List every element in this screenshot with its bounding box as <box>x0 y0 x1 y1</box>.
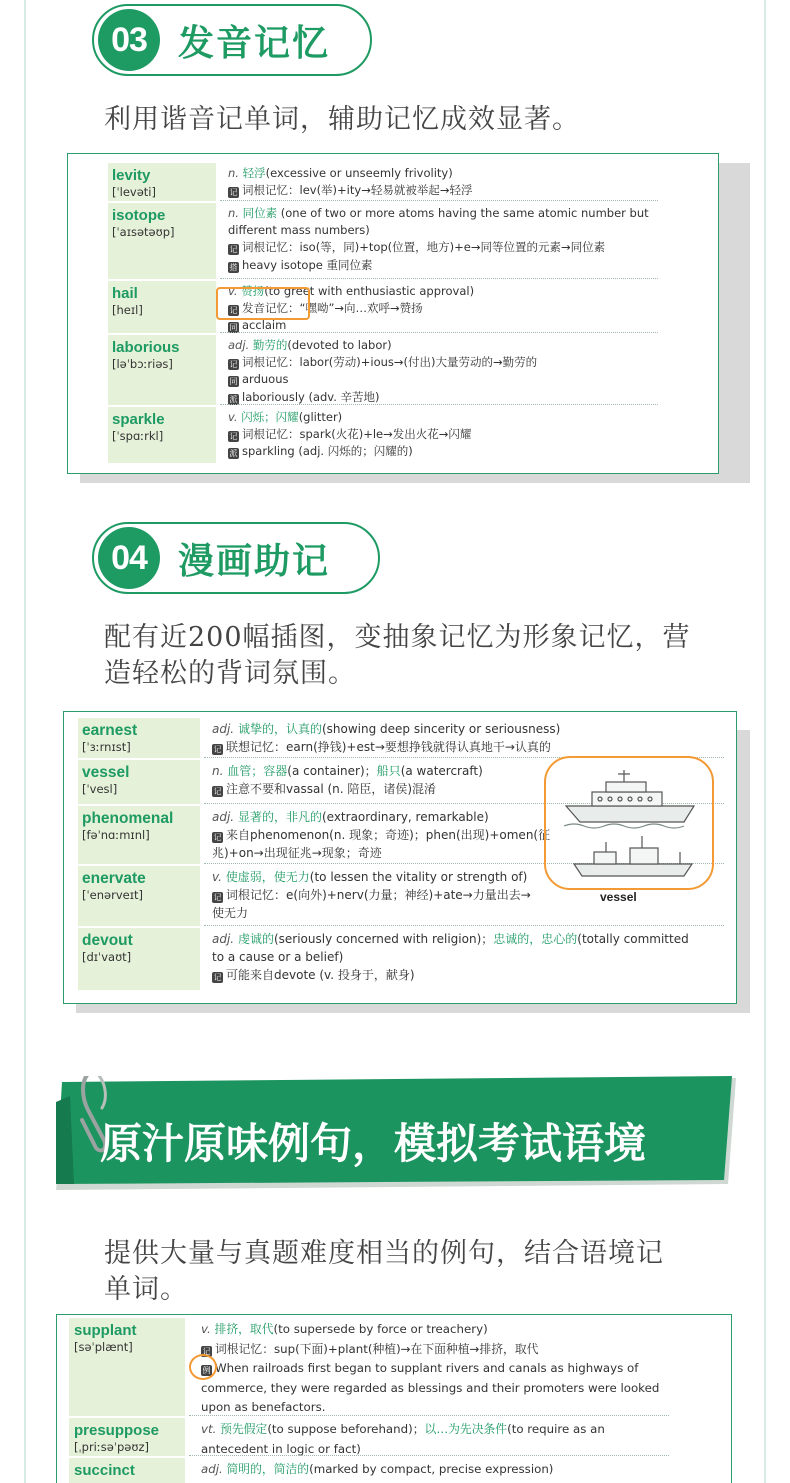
definition-text: (to require as an <box>507 1422 605 1436</box>
chinese-meaning: 血管；容器 <box>227 764 288 778</box>
word-entry <box>69 1318 669 1416</box>
definition-text: (marked by compact, precise expression) <box>309 1462 554 1476</box>
definition-text: (a container)； <box>287 764 377 778</box>
section-intro <box>104 1236 664 1308</box>
definition-line <box>201 1379 659 1399</box>
definition-text: 使无力 <box>212 906 249 920</box>
definition-text: (to supersede by force or treachery) <box>273 1322 488 1336</box>
phonetic: [ˈlevəti] <box>112 185 156 199</box>
word-entry <box>78 718 724 758</box>
definition-text: commerce, they were regarded as blessings and their promoters were looked <box>201 1380 660 1395</box>
definition-column <box>212 718 560 756</box>
word-column <box>78 806 200 864</box>
chinese-meaning: 勤劳的 <box>252 338 288 352</box>
word-column <box>78 718 200 758</box>
definition-line <box>201 1359 659 1379</box>
illustration-caption: vessel <box>600 890 637 904</box>
chinese-meaning: 虔诚的 <box>237 932 274 946</box>
label-tag-icon: 记 <box>213 973 222 982</box>
entry-separator <box>220 200 658 201</box>
definition-text: heavy isotope 重同位素 <box>242 257 373 272</box>
word-column <box>78 760 200 804</box>
label-tag-icon: 记 <box>229 245 238 255</box>
label-tag-icon: 记 <box>202 1346 211 1356</box>
highlight-circle <box>189 1354 217 1380</box>
chinese-meaning: 预先假定 <box>220 1422 268 1436</box>
definition-text: (extraordinary, remarkable) <box>321 810 489 824</box>
definition-text: antecedent in logic or fact) <box>201 1441 361 1456</box>
dictionary-card <box>67 153 719 474</box>
part-of-speech: v. <box>201 1322 211 1336</box>
definition-text: (showing deep sincerity or seriousness) <box>321 722 561 736</box>
definition-text: 词根记忆：spark(火花)+le→发出火花→闪耀 <box>242 427 472 442</box>
intro-line: 单词。 <box>104 1274 188 1305</box>
headword: vessel <box>82 764 130 781</box>
definition-text: sparkling (adj. 闪烁的；闪耀的) <box>242 444 413 459</box>
word-column <box>78 866 200 926</box>
definition-line <box>212 868 531 886</box>
word-column <box>69 1318 185 1416</box>
label-tag-icon: 同 <box>229 377 238 387</box>
headword: supplant <box>74 1322 137 1339</box>
chinese-meaning: 船只 <box>376 764 401 778</box>
definition-line <box>201 1420 605 1440</box>
definition-text: 词根记忆：labor(劳动)+ious→(付出)大量劳动的→勤劳的 <box>242 355 538 370</box>
definition-text: (excessive or unseemly frivolity) <box>265 166 453 180</box>
definition-line <box>228 354 537 371</box>
label-tag-icon: 记 <box>229 188 238 198</box>
phonetic: [heɪl] <box>112 303 143 317</box>
part-of-speech: v. <box>228 410 238 424</box>
part-of-speech: adj. <box>212 932 235 946</box>
section-title: 漫画助记 <box>178 540 331 582</box>
entry-separator <box>204 925 724 926</box>
definition-text: (to suppose beforehand)； <box>267 1422 425 1436</box>
definition-text: laboriously (adv. 辛苦地) <box>242 389 380 404</box>
part-of-speech: adj. <box>228 338 250 352</box>
intro-line: 提供大量与真题难度相当的例句，结合语境记 <box>104 1238 664 1269</box>
entry-separator <box>220 332 658 333</box>
word-column <box>108 203 216 279</box>
headword: hail <box>112 285 138 302</box>
definition-column <box>201 1458 553 1480</box>
headword: earnest <box>82 722 138 739</box>
part-of-speech: v. <box>228 284 238 298</box>
phonetic: [dɪˈvaʊt] <box>82 950 132 964</box>
definition-line <box>201 1340 659 1360</box>
definition-line <box>212 930 689 948</box>
phonetic: [ˈaɪsətəʊp] <box>112 225 175 239</box>
definition-line <box>212 886 531 904</box>
definition-line <box>228 165 472 182</box>
section-badge-04 <box>92 522 380 594</box>
definition-line <box>212 720 560 738</box>
phonetic: [ˈɜːrnɪst] <box>82 740 131 754</box>
section-number: 03 <box>98 9 160 71</box>
definition-line <box>228 182 472 199</box>
entry-separator <box>220 404 658 405</box>
word-entry <box>108 281 658 333</box>
definition-text: (to greet with enthusiastic approval) <box>264 284 475 298</box>
headword: presuppose <box>74 1422 160 1439</box>
chinese-meaning: 显著的，非凡的 <box>237 810 322 824</box>
definition-column <box>228 407 471 461</box>
definition-line <box>228 443 471 460</box>
definition-line <box>212 826 550 844</box>
phonetic: [fəˈnɑːmɪnl] <box>82 828 150 842</box>
word-entry <box>78 928 724 990</box>
definition-line <box>228 426 471 443</box>
definition-column <box>201 1318 659 1418</box>
definition-line <box>212 844 550 862</box>
headword: laborious <box>112 339 180 356</box>
word-column <box>108 407 216 463</box>
part-of-speech: adj. <box>212 810 235 824</box>
definition-text: When railroads first began to supplant rivers and canals as highways of <box>215 1361 639 1375</box>
label-tag-icon: 记 <box>213 787 222 796</box>
definition-text: (one of two or more atoms having the same atomic number but <box>277 206 649 220</box>
definition-text: (a watercraft) <box>400 764 483 778</box>
definition-column <box>212 806 550 862</box>
definition-line <box>228 222 649 239</box>
definition-line <box>228 257 649 274</box>
headword: sparkle <box>112 411 165 428</box>
label-tag-icon: 搭 <box>229 262 238 272</box>
definition-column <box>212 760 483 798</box>
section-title: 发音记忆 <box>178 22 331 64</box>
definition-line <box>212 738 560 756</box>
vessel-illustration <box>544 756 714 906</box>
part-of-speech: n. <box>212 764 224 778</box>
word-column <box>108 335 216 405</box>
definition-text: (devoted to labor) <box>287 338 392 352</box>
phonetic: [ˈenərveɪt] <box>82 888 143 902</box>
dictionary-card <box>63 711 737 1004</box>
entry-separator <box>220 278 658 279</box>
label-tag-icon: 例 <box>202 1366 211 1375</box>
headword: enervate <box>82 870 146 887</box>
definition-column <box>228 335 537 406</box>
chinese-meaning: 同位素 <box>242 206 278 220</box>
chinese-meaning: 简明的，简洁的 <box>226 1462 310 1476</box>
phonetic: [ˈspɑːrkl] <box>112 429 164 443</box>
label-tag-icon: 记 <box>229 306 238 316</box>
definition-text: arduous <box>242 372 289 387</box>
definition-line <box>201 1440 605 1460</box>
definition-column <box>201 1418 605 1459</box>
part-of-speech: adj. <box>201 1462 223 1476</box>
definition-text: 兆)+on→出现征兆→现象；奇迹 <box>212 846 382 860</box>
highlight-box <box>216 287 310 320</box>
banner-title: 原汁原味例句，模拟考试语境 <box>100 1119 647 1168</box>
definition-line <box>228 337 537 354</box>
part-of-speech: n. <box>228 206 239 220</box>
label-tag-icon: 记 <box>229 360 238 370</box>
word-column <box>78 928 200 990</box>
frame-line-right <box>764 0 766 1483</box>
dictionary-card <box>56 1314 732 1483</box>
intro-line: 造轻松的背词氛围。 <box>104 658 356 689</box>
definition-line <box>228 409 471 426</box>
definition-text: 词根记忆：sup(下面)+plant(种植)→在下面种植→排挤，取代 <box>215 1341 539 1356</box>
definition-line <box>201 1460 553 1480</box>
chinese-meaning: 排挤，取代 <box>214 1322 274 1336</box>
part-of-speech: adj. <box>212 722 235 736</box>
definition-column <box>228 203 649 274</box>
definition-column <box>212 866 531 922</box>
phonetic: [səˈplænt] <box>74 1340 133 1354</box>
word-entry <box>69 1458 669 1483</box>
definition-text: acclaim <box>242 318 287 333</box>
headword: phenomenal <box>82 810 174 827</box>
label-tag-icon: 派 <box>229 449 238 459</box>
label-tag-icon: 派 <box>229 394 238 404</box>
entry-separator <box>189 1455 669 1456</box>
word-entry <box>108 203 658 279</box>
definition-text: (seriously concerned with religion)； <box>273 932 494 946</box>
definition-column <box>228 163 472 199</box>
section-badge-03 <box>92 4 372 76</box>
definition-line <box>212 780 483 798</box>
word-column <box>108 163 216 201</box>
word-entry <box>108 163 658 201</box>
part-of-speech: vt. <box>201 1422 217 1436</box>
part-of-speech: v. <box>212 870 222 884</box>
label-tag-icon: 记 <box>229 432 238 442</box>
chinese-meaning: 闪烁；闪耀 <box>241 410 299 424</box>
label-tag-icon: 记 <box>213 833 222 842</box>
headword: succinct <box>74 1462 135 1479</box>
label-tag-icon: 记 <box>213 745 222 754</box>
word-entry <box>108 335 658 405</box>
definition-text: 词根记忆：iso(等，同)+top(位置，地方)+e→同等位置的元素→同位素 <box>242 240 606 255</box>
definition-text: 词根记忆：lev(举)+ity→轻易就被举起→轻浮 <box>242 183 473 198</box>
definition-line <box>228 371 537 388</box>
label-tag-icon: 记 <box>213 893 222 902</box>
definition-text: 注意不要和vassal (n. 陪臣，诸侯)混淆 <box>226 782 437 796</box>
part-of-speech: n. <box>228 166 239 180</box>
definition-text: 来自phenomenon(n. 现象；奇迹)；phen(出现)+omen(征 <box>226 828 551 842</box>
definition-line <box>212 904 531 922</box>
definition-line <box>212 762 483 780</box>
headword: levity <box>112 167 151 184</box>
word-column <box>69 1458 185 1483</box>
chinese-meaning: 赞扬 <box>241 284 265 298</box>
chinese-meaning: 以…为先决条件 <box>424 1422 508 1436</box>
chinese-meaning: 诚挚的，认真的 <box>237 722 322 736</box>
headword: isotope <box>112 207 166 224</box>
definition-line <box>228 205 649 222</box>
definition-text: 词根记忆：e(向外)+nerv(力量；神经)+ate→力量出去→ <box>226 888 531 902</box>
chinese-meaning: 使虚弱，使无力 <box>225 870 310 884</box>
entry-separator <box>189 1415 669 1416</box>
definition-text: to a cause or a belief) <box>212 950 344 964</box>
section-intro <box>104 620 691 692</box>
definition-line <box>212 808 550 826</box>
label-tag-icon: 同 <box>229 323 238 333</box>
chinese-meaning: 轻浮 <box>242 166 266 180</box>
definition-line <box>228 239 649 256</box>
definition-column <box>212 928 689 984</box>
phonetic: [ˈvesl] <box>82 782 118 796</box>
definition-line <box>201 1320 659 1340</box>
word-column <box>108 281 216 333</box>
definition-text: (to lessen the vitality or strength of) <box>309 870 528 884</box>
frame-line-left <box>24 0 26 1483</box>
phonetic: [ˌpriːsəˈpəʊz] <box>74 1440 149 1454</box>
definition-text: (glitter) <box>298 410 343 424</box>
definition-text: 可能来自devote (v. 投身于，献身) <box>226 968 415 982</box>
section-intro: 利用谐音记单词，辅助记忆成效显著。 <box>104 104 580 135</box>
definition-text: 联想记忆：earn(挣钱)+est→要想挣钱就得认真地干→认真的 <box>226 740 551 754</box>
chinese-meaning: 忠诚的，忠心的 <box>493 932 578 946</box>
section-number: 04 <box>98 527 160 589</box>
headword: devout <box>82 932 133 949</box>
word-column <box>69 1418 185 1456</box>
definition-text: upon as benefactors. <box>201 1400 326 1414</box>
phonetic: [ləˈbɔːriəs] <box>112 357 173 371</box>
definition-text: 发音记忆：“嘿呦”→向…欢呼→赞扬 <box>242 301 423 316</box>
definition-line <box>212 948 689 966</box>
word-entry <box>69 1418 669 1456</box>
definition-line <box>212 966 689 984</box>
definition-text: (totally committed <box>577 932 689 946</box>
ship-icon <box>544 756 714 890</box>
definition-text: different mass numbers) <box>228 223 370 238</box>
word-entry <box>108 407 658 463</box>
intro-line: 配有近200幅插图，变抽象记忆为形象记忆，营 <box>104 622 691 653</box>
section-banner <box>56 1076 736 1196</box>
